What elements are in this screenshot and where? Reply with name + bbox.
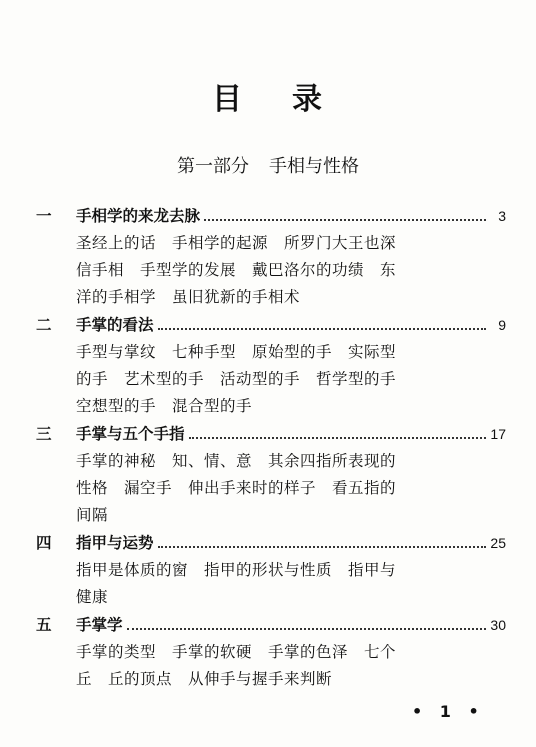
toc-entry-heading[interactable] (36, 313, 506, 339)
toc-entry-1 (36, 204, 506, 311)
part-label: 第一部分 (177, 156, 249, 177)
subtopic-line: 空想型的手 混合型的手 (76, 397, 253, 415)
chapter-page-number: 30 (490, 617, 506, 633)
chapter-number: 三 (36, 424, 52, 443)
chapter-number: 四 (36, 533, 52, 552)
dot-leader (158, 327, 486, 330)
subtopic-line: 性格 漏空手 伸出手来时的样子 看五指的 (76, 479, 397, 497)
chapter-number: 五 (36, 615, 52, 634)
toc-entry-heading[interactable] (36, 204, 506, 230)
page-number-footer: • 1 • (412, 702, 485, 721)
chapter-title: 手掌与五个手指 (76, 424, 185, 443)
dot-leader (158, 545, 486, 548)
chapter-page-number: 17 (490, 426, 506, 442)
subtopic-line: 指甲是体质的窗 指甲的形状与性质 指甲与 (76, 561, 397, 579)
chapter-page-number: 3 (498, 208, 506, 224)
subtopic-line: 信手相 手型学的发展 戴巴洛尔的功绩 东 (76, 261, 397, 279)
subtopic-line: 手掌的类型 手掌的软硬 手掌的色泽 七个 (76, 643, 397, 661)
toc-entry-3 (36, 422, 506, 529)
toc-entry-5 (36, 613, 506, 693)
chapter-number: 一 (36, 206, 52, 225)
subtopic-line: 洋的手相学 虽旧犹新的手相术 (76, 288, 301, 306)
subtopic-line: 的手 艺术型的手 活动型的手 哲学型的手 (76, 370, 397, 388)
toc-entry-2 (36, 313, 506, 420)
chapter-title: 指甲与运势 (76, 533, 154, 552)
subtopic-line: 圣经上的话 手相学的起源 所罗门大王也深 (76, 234, 397, 252)
toc-entry-heading[interactable] (36, 422, 506, 448)
dot-leader (204, 218, 486, 221)
dot-leader (127, 627, 486, 630)
title-char-2: 录 (292, 82, 324, 117)
subtopic-line: 丘 丘的顶点 从伸手与握手来判断 (76, 670, 333, 688)
title-char-1: 目 (212, 82, 244, 117)
table-of-contents (36, 204, 506, 693)
chapter-page-number: 9 (498, 317, 506, 333)
chapter-number: 二 (36, 315, 52, 334)
subtopic-line: 健康 (76, 588, 109, 606)
subtopic-line: 手型与掌纹 七种手型 原始型的手 实际型 (76, 343, 397, 361)
chapter-title: 手掌的看法 (76, 315, 154, 334)
chapter-title: 手掌学 (76, 615, 123, 634)
toc-entry-heading[interactable] (36, 613, 506, 639)
subtopic-line: 间隔 (76, 506, 109, 524)
dot-leader (189, 436, 486, 439)
chapter-title: 手相学的来龙去脉 (76, 206, 201, 225)
toc-entry-heading[interactable] (36, 531, 506, 557)
chapter-page-number: 25 (490, 535, 506, 551)
subtopic-line: 手掌的神秘 知、情、意 其余四指所表现的 (76, 452, 397, 470)
part-heading (0, 152, 536, 178)
part-name: 手相与性格 (269, 156, 359, 177)
toc-entry-4 (36, 531, 506, 611)
page-title (0, 74, 536, 118)
